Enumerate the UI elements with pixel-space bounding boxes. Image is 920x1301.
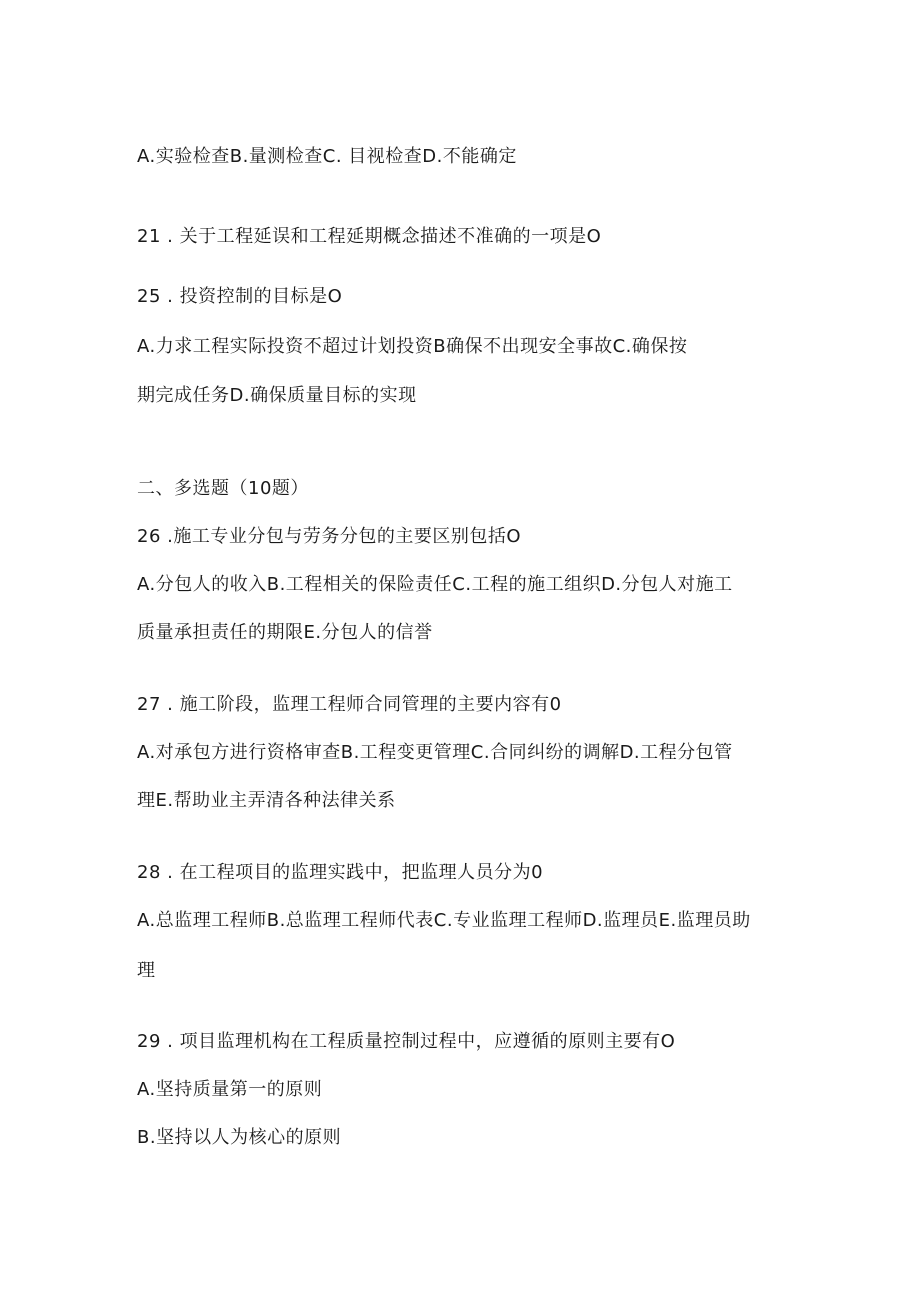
q25-options-line2: 期完成任务D.确保质量目标的实现 xyxy=(137,385,417,406)
q28-options-line2: 理 xyxy=(137,960,156,981)
q27-options-line1: A.对承包方进行资格审查B.工程变更管理C.合同纠纷的调解D.工程分包管 xyxy=(137,742,733,763)
q28-stem: 28 . 在工程项目的监理实践中，把监理人员分为0 xyxy=(137,862,544,883)
q25-stem: 25 . 投资控制的目标是O xyxy=(137,286,343,307)
q26-options-line2: 质量承担责任的期限E.分包人的信誉 xyxy=(137,622,433,643)
q25-options-line1: A.力求工程实际投资不超过计划投资B确保不出现安全事故C.确保按 xyxy=(137,336,688,357)
q20-options: A.实验检查B.量测检查C. 目视检查D.不能确定 xyxy=(137,146,517,167)
q29-option-a: A.坚持质量第一的原则 xyxy=(137,1079,323,1100)
section-heading-multiple-choice: 二、多选题（10题） xyxy=(137,478,309,499)
q26-options-line1: A.分包人的收入B.工程相关的保险责任C.工程的施工组织D.分包人对施工 xyxy=(137,574,733,595)
q28-options-line1: A.总监理工程师B.总监理工程师代表C.专业监理工程师D.监理员E.监理员助 xyxy=(137,910,751,931)
q21-stem: 21 . 关于工程延误和工程延期概念描述不准确的一项是O xyxy=(137,226,602,247)
q27-stem: 27 . 施工阶段，监理工程师合同管理的主要内容有0 xyxy=(137,694,562,715)
q29-stem: 29 . 项目监理机构在工程质量控制过程中，应遵循的原则主要有O xyxy=(137,1031,676,1052)
q27-options-line2: 理E.帮助业主弄清各种法律关系 xyxy=(137,790,396,811)
q29-option-b: B.坚持以人为核心的原则 xyxy=(137,1127,342,1148)
q26-stem: 26 .施工专业分包与劳务分包的主要区别包括O xyxy=(137,526,522,547)
